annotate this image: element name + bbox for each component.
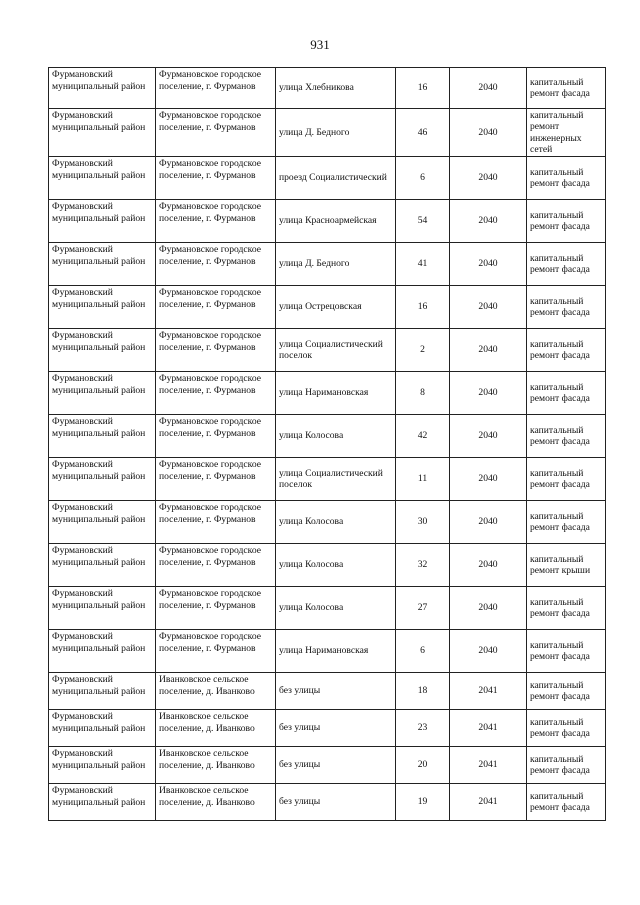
house-number-cell: 6 (396, 630, 450, 673)
district-cell: Фурмановский муниципальный район (49, 243, 156, 286)
house-number-cell: 6 (396, 157, 450, 200)
year-cell: 2040 (450, 587, 527, 630)
district-cell: Фурмановский муниципальный район (49, 710, 156, 747)
settlement-cell: Фурмановское городское поселение, г. Фурманов (156, 286, 276, 329)
settlement-cell: Фурмановское городское поселение, г. Фурманов (156, 329, 276, 372)
district-cell: Фурмановский муниципальный район (49, 673, 156, 710)
district-cell: Фурмановский муниципальный район (49, 784, 156, 821)
year-cell: 2040 (450, 109, 527, 157)
district-cell: Фурмановский муниципальный район (49, 286, 156, 329)
street-cell: улица Наримановская (276, 372, 396, 415)
year-cell: 2040 (450, 544, 527, 587)
table-row (49, 747, 606, 784)
street-cell: улица Наримановская (276, 630, 396, 673)
table-row (49, 710, 606, 747)
year-cell: 2041 (450, 673, 527, 710)
work-type-cell: капитальный ремонт фасада (527, 673, 606, 710)
settlement-cell: Иванковское сельское поселение, д. Иванково (156, 710, 276, 747)
house-number-cell: 23 (396, 710, 450, 747)
table-row (49, 329, 606, 372)
year-cell: 2040 (450, 243, 527, 286)
table-row (49, 157, 606, 200)
district-cell: Фурмановский муниципальный район (49, 329, 156, 372)
settlement-cell: Фурмановское городское поселение, г. Фурманов (156, 68, 276, 109)
table-row (49, 200, 606, 243)
house-number-cell: 8 (396, 372, 450, 415)
work-type-cell: капитальный ремонт фасада (527, 630, 606, 673)
district-cell: Фурмановский муниципальный район (49, 109, 156, 157)
settlement-cell: Фурмановское городское поселение, г. Фурманов (156, 630, 276, 673)
work-type-cell: капитальный ремонт фасада (527, 372, 606, 415)
street-cell: улица Социалистический поселок (276, 329, 396, 372)
street-cell: улица Социалистический поселок (276, 458, 396, 501)
settlement-cell: Фурмановское городское поселение, г. Фурманов (156, 458, 276, 501)
house-number-cell: 11 (396, 458, 450, 501)
street-cell: без улицы (276, 784, 396, 821)
street-cell: улица Острецовская (276, 286, 396, 329)
street-cell: улица Колосова (276, 587, 396, 630)
table-row (49, 501, 606, 544)
year-cell: 2041 (450, 747, 527, 784)
registry-rows (49, 68, 606, 821)
street-cell: улица Д. Бедного (276, 243, 396, 286)
work-type-cell: капитальный ремонт фасада (527, 68, 606, 109)
table-row (49, 784, 606, 821)
table-row (49, 458, 606, 501)
house-number-cell: 54 (396, 200, 450, 243)
work-type-cell: капитальный ремонт фасада (527, 587, 606, 630)
district-cell: Фурмановский муниципальный район (49, 157, 156, 200)
work-type-cell: капитальный ремонт фасада (527, 458, 606, 501)
house-number-cell: 27 (396, 587, 450, 630)
work-type-cell: капитальный ремонт фасада (527, 710, 606, 747)
work-type-cell: капитальный ремонт фасада (527, 501, 606, 544)
table-row (49, 673, 606, 710)
house-number-cell: 16 (396, 68, 450, 109)
work-type-cell: капитальный ремонт фасада (527, 784, 606, 821)
district-cell: Фурмановский муниципальный район (49, 544, 156, 587)
year-cell: 2041 (450, 784, 527, 821)
district-cell: Фурмановский муниципальный район (49, 458, 156, 501)
district-cell: Фурмановский муниципальный район (49, 501, 156, 544)
year-cell: 2041 (450, 710, 527, 747)
table-row (49, 630, 606, 673)
house-number-cell: 30 (396, 501, 450, 544)
work-type-cell: капитальный ремонт фасада (527, 286, 606, 329)
year-cell: 2040 (450, 458, 527, 501)
settlement-cell: Фурмановское городское поселение, г. Фурманов (156, 157, 276, 200)
house-number-cell: 19 (396, 784, 450, 821)
year-cell: 2040 (450, 329, 527, 372)
year-cell: 2040 (450, 200, 527, 243)
settlement-cell: Фурмановское городское поселение, г. Фурманов (156, 415, 276, 458)
house-number-cell: 32 (396, 544, 450, 587)
house-number-cell: 16 (396, 286, 450, 329)
house-number-cell: 46 (396, 109, 450, 157)
settlement-cell: Фурмановское городское поселение, г. Фурманов (156, 544, 276, 587)
year-cell: 2040 (450, 68, 527, 109)
table-row (49, 286, 606, 329)
district-cell: Фурмановский муниципальный район (49, 415, 156, 458)
work-type-cell: капитальный ремонт фасада (527, 157, 606, 200)
street-cell: улица Колосова (276, 501, 396, 544)
settlement-cell: Фурмановское городское поселение, г. Фурманов (156, 243, 276, 286)
street-cell: улица Колосова (276, 415, 396, 458)
registry-table (48, 67, 606, 821)
street-cell: улица Колосова (276, 544, 396, 587)
house-number-cell: 18 (396, 673, 450, 710)
house-number-cell: 41 (396, 243, 450, 286)
settlement-cell: Иванковское сельское поселение, д. Иванково (156, 784, 276, 821)
work-type-cell: капитальный ремонт фасада (527, 243, 606, 286)
district-cell: Фурмановский муниципальный район (49, 587, 156, 630)
settlement-cell: Иванковское сельское поселение, д. Иванково (156, 673, 276, 710)
table-row (49, 68, 606, 109)
house-number-cell: 2 (396, 329, 450, 372)
street-cell: без улицы (276, 673, 396, 710)
settlement-cell: Фурмановское городское поселение, г. Фурманов (156, 372, 276, 415)
table-row (49, 109, 606, 157)
year-cell: 2040 (450, 157, 527, 200)
district-cell: Фурмановский муниципальный район (49, 747, 156, 784)
street-cell: без улицы (276, 710, 396, 747)
house-number-cell: 42 (396, 415, 450, 458)
work-type-cell: капитальный ремонт инженерных сетей (527, 109, 606, 157)
table-row (49, 415, 606, 458)
settlement-cell: Фурмановское городское поселение, г. Фурманов (156, 587, 276, 630)
year-cell: 2040 (450, 415, 527, 458)
house-number-cell: 20 (396, 747, 450, 784)
street-cell: без улицы (276, 747, 396, 784)
page-number: 931 (310, 37, 330, 52)
year-cell: 2040 (450, 630, 527, 673)
street-cell: проезд Социалистический (276, 157, 396, 200)
street-cell: улица Хлебникова (276, 68, 396, 109)
settlement-cell: Фурмановское городское поселение, г. Фурманов (156, 109, 276, 157)
table-row (49, 372, 606, 415)
street-cell: улица Красноармейская (276, 200, 396, 243)
district-cell: Фурмановский муниципальный район (49, 68, 156, 109)
year-cell: 2040 (450, 501, 527, 544)
district-cell: Фурмановский муниципальный район (49, 200, 156, 243)
year-cell: 2040 (450, 372, 527, 415)
table-row (49, 243, 606, 286)
settlement-cell: Фурмановское городское поселение, г. Фурманов (156, 501, 276, 544)
table-row (49, 587, 606, 630)
street-cell: улица Д. Бедного (276, 109, 396, 157)
district-cell: Фурмановский муниципальный район (49, 630, 156, 673)
work-type-cell: капитальный ремонт крыши (527, 544, 606, 587)
work-type-cell: капитальный ремонт фасада (527, 200, 606, 243)
table-row (49, 544, 606, 587)
settlement-cell: Иванковское сельское поселение, д. Иванково (156, 747, 276, 784)
work-type-cell: капитальный ремонт фасада (527, 415, 606, 458)
settlement-cell: Фурмановское городское поселение, г. Фурманов (156, 200, 276, 243)
work-type-cell: капитальный ремонт фасада (527, 329, 606, 372)
district-cell: Фурмановский муниципальный район (49, 372, 156, 415)
work-type-cell: капитальный ремонт фасада (527, 747, 606, 784)
year-cell: 2040 (450, 286, 527, 329)
